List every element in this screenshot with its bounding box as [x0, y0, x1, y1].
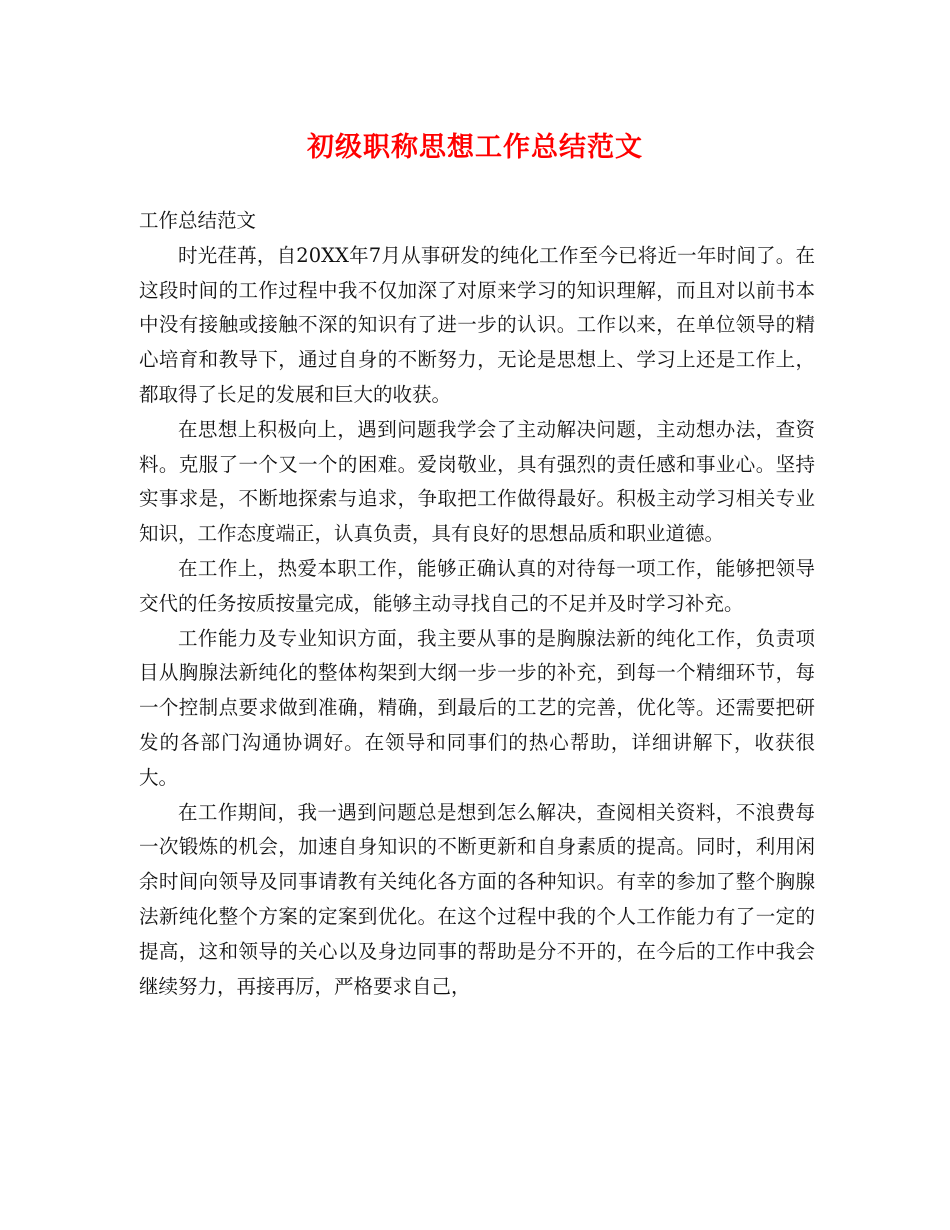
paragraph-1: 时光荏苒，自20XX年7月从事研发的纯化工作至今已将近一年时间了。在这段时间的工作过程中我不仅加深了对原来学习的知识理解，而且对以前书本中没有接触或接触不深的知识有了进一步的认识。工作以来，在单位领导的精心培育和教导下，通过自身的不断努力，无论是思想上、学习上还是工作上，都取得了长足的发展和巨大的收获。 — [139, 243, 815, 406]
paragraph-2: 在思想上积极向上，遇到问题我学会了主动解决问题，主动想办法，查资料。克服了一个又一个的困难。爱岗敬业，具有强烈的责任感和事业心。坚持实事求是，不断地探索与追求，争取把工作做得最好。积极主动学习相关专业知识，工作态度端正，认真负责，具有良好的思想品质和职业道德。 — [139, 417, 815, 546]
document-subtitle: 工作总结范文 — [139, 209, 257, 232]
document-title: 初级职称思想工作总结范文 — [307, 132, 643, 163]
paragraph-4: 工作能力及专业知识方面，我主要从事的是胸腺法新的纯化工作，负责项目从胸腺法新纯化的整体构架到大纲一步一步的补充，到每一个精细环节，每一个控制点要求做到准确，精确，到最后的工艺的完善，优化等。还需要把研发的各部门沟通协调好。在领导和同事们的热心帮助，详细讲解下，收获很大。 — [139, 626, 815, 789]
paragraph-3: 在工作上，热爱本职工作，能够正确认真的对待每一项工作，能够把领导交代的任务按质按量完成，能够主动寻找自己的不足并及时学习补充。 — [139, 556, 815, 615]
document-body — [139, 204, 815, 1004]
paragraph-5: 在工作期间，我一遇到问题总是想到怎么解决，查阅相关资料，不浪费每一次锻炼的机会，加速自身知识的不断更新和自身素质的提高。同时，利用闲余时间向领导及同事请教有关纯化各方面的各种知识。有幸的参加了整个胸腺法新纯化整个方案的定案到优化。在这个过程中我的个人工作能力有了一定的提高，这和领导的关心以及身边同事的帮助是分不开的，在今后的工作中我会继续努力，再接再厉，严格要求自己， — [139, 800, 815, 998]
